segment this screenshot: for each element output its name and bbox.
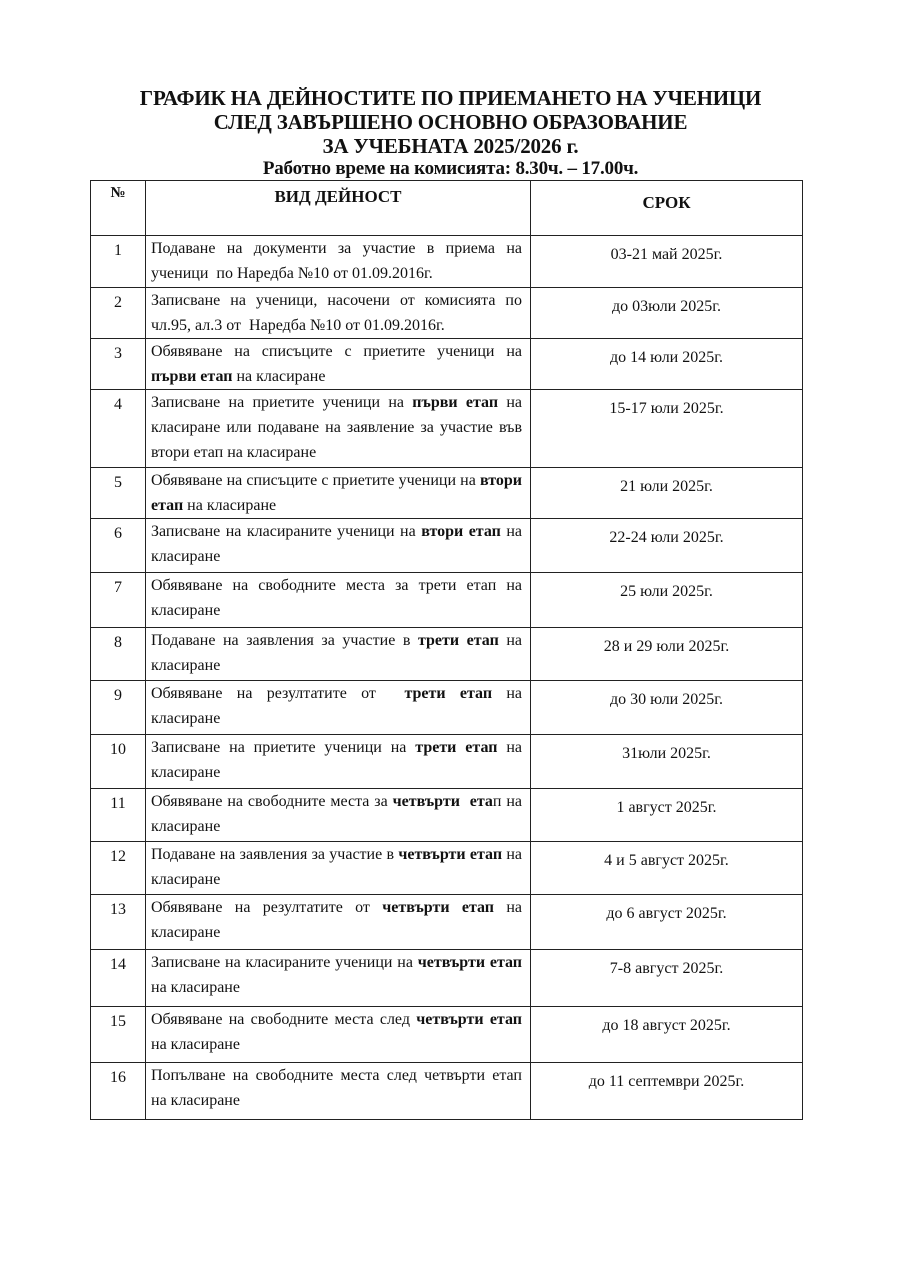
- activity-cell: [146, 390, 531, 468]
- deadline-cell: 22-24 юли 2025г.: [531, 519, 803, 573]
- activity-text-bold: втори етап: [421, 523, 501, 540]
- activity-text: на класиране: [183, 497, 277, 514]
- table-row: [91, 681, 803, 735]
- table-row: [91, 339, 803, 390]
- activity-cell: [146, 895, 531, 950]
- row-number: 9: [91, 681, 146, 735]
- activity-text: Записване на класираните ученици на: [151, 954, 418, 971]
- activity-text: Записване на приетите ученици на: [151, 739, 416, 756]
- activity-cell: [146, 519, 531, 573]
- activity-cell: [146, 842, 531, 895]
- activity-text: п на класиране: [151, 793, 526, 835]
- schedule-table: [90, 180, 803, 1120]
- column-header-activity: ВИД ДЕЙНОСТ: [146, 181, 531, 236]
- deadline-cell: 7-8 август 2025г.: [531, 950, 803, 1007]
- deadline-cell: до 11 септември 2025г.: [531, 1063, 803, 1120]
- activity-cell: [146, 628, 531, 681]
- row-number: 10: [91, 735, 146, 789]
- row-number: 12: [91, 842, 146, 895]
- table-header-row: [91, 181, 803, 236]
- deadline-cell: до 14 юли 2025г.: [531, 339, 803, 390]
- activity-text: Обявяване на свободните места след: [151, 1011, 417, 1028]
- deadline-cell: до 18 август 2025г.: [531, 1007, 803, 1063]
- table-row: [91, 236, 803, 288]
- deadline-cell: 4 и 5 август 2025г.: [531, 842, 803, 895]
- row-number: 1: [91, 236, 146, 288]
- activity-text: Попълване на свободните места след четвърти етап на класиране: [151, 1067, 526, 1109]
- deadline-cell: 31юли 2025г.: [531, 735, 803, 789]
- deadline-cell: 1 август 2025г.: [531, 789, 803, 842]
- row-number: 7: [91, 573, 146, 628]
- activity-cell: [146, 681, 531, 735]
- table-row: [91, 789, 803, 842]
- table-row: [91, 573, 803, 628]
- activity-text: Подаване на заявления за участие в: [151, 846, 399, 863]
- table-row: [91, 842, 803, 895]
- activity-text: Записване на приетите ученици на: [151, 394, 413, 411]
- row-number: 3: [91, 339, 146, 390]
- document-title-line-3: ЗА УЧЕБНАТА 2025/2026 г.: [322, 134, 579, 158]
- deadline-cell: 03-21 май 2025г.: [531, 236, 803, 288]
- activity-cell: [146, 789, 531, 842]
- activity-cell: [146, 573, 531, 628]
- activity-cell: [146, 735, 531, 789]
- activity-text: Обявяване на свободните места за трети етап на класиране: [151, 577, 526, 619]
- deadline-cell: 25 юли 2025г.: [531, 573, 803, 628]
- activity-cell: [146, 236, 531, 288]
- activity-text: на класиране: [151, 523, 527, 565]
- deadline-cell: 21 юли 2025г.: [531, 468, 803, 519]
- row-number: 15: [91, 1007, 146, 1063]
- activity-text: Записване на класираните ученици на: [151, 523, 422, 540]
- table-row: [91, 895, 803, 950]
- activity-text: на класиране: [151, 739, 527, 781]
- table-row: [91, 288, 803, 339]
- activity-text-bold: четвърти ета: [392, 793, 493, 810]
- table-row: [91, 1007, 803, 1063]
- table-row: [91, 628, 803, 681]
- column-header-number: №: [91, 181, 146, 236]
- activity-text: на класиране или подаване на заявление за участие във втори етап на класиране: [151, 394, 527, 461]
- row-number: 11: [91, 789, 146, 842]
- activity-text: Обявяване на списъците с приетите ученици на: [151, 343, 526, 360]
- table-row: [91, 519, 803, 573]
- activity-text: на класиране: [151, 632, 527, 674]
- activity-text-bold: първи етап: [412, 394, 499, 411]
- deadline-cell: до 03юли 2025г.: [531, 288, 803, 339]
- table-row: [91, 735, 803, 789]
- deadline-cell: 15-17 юли 2025г.: [531, 390, 803, 468]
- activity-text: Обявяване на резултатите от: [151, 899, 383, 916]
- activity-cell: [146, 339, 531, 390]
- activity-text-bold: трети етап: [415, 739, 498, 756]
- activity-text: Обявяване на свободните места за: [151, 793, 393, 810]
- table-row: [91, 950, 803, 1007]
- activity-cell: [146, 468, 531, 519]
- row-number: 13: [91, 895, 146, 950]
- working-hours: Работно време на комисията: 8.30ч. – 17.00ч.: [262, 158, 639, 179]
- activity-text-bold: първи етап: [151, 368, 233, 385]
- row-number: 14: [91, 950, 146, 1007]
- activity-text: Обявяване на резултатите от: [151, 685, 405, 702]
- table-row: [91, 390, 803, 468]
- activity-text: Подаване на документи за участие в приема на ученици по Наредба №10 от 01.09.2016г.: [151, 240, 526, 282]
- activity-text-bold: трети етап: [404, 685, 493, 702]
- row-number: 16: [91, 1063, 146, 1120]
- row-number: 6: [91, 519, 146, 573]
- activity-text: на класиране: [151, 1011, 526, 1053]
- activity-text: на класиране: [232, 368, 326, 385]
- activity-text: на класиране: [151, 685, 527, 727]
- table-row: [91, 1063, 803, 1120]
- activity-text-bold: четвърти етап: [382, 899, 495, 916]
- row-number: 8: [91, 628, 146, 681]
- deadline-cell: до 6 август 2025г.: [531, 895, 803, 950]
- row-number: 4: [91, 390, 146, 468]
- activity-text-bold: трети етап: [417, 632, 499, 649]
- deadline-cell: 28 и 29 юли 2025г.: [531, 628, 803, 681]
- column-header-deadline: СРОК: [531, 181, 803, 236]
- deadline-cell: до 30 юли 2025г.: [531, 681, 803, 735]
- activity-text: на класиране: [151, 954, 527, 996]
- activity-text: на класиране: [151, 899, 527, 941]
- row-number: 5: [91, 468, 146, 519]
- activity-cell: [146, 1063, 531, 1120]
- activity-text-bold: четвърти етап: [398, 846, 503, 863]
- row-number: 2: [91, 288, 146, 339]
- activity-cell: [146, 950, 531, 1007]
- activity-text: Записване на ученици, насочени от комисията по чл.95, ал.3 от Наредба №10 от 01.09.2016г.: [151, 292, 526, 334]
- activity-text-bold: втори етап: [151, 472, 526, 514]
- document-title-line-2: СЛЕД ЗАВЪРШЕНО ОСНОВНО ОБРАЗОВАНИЕ: [213, 110, 688, 134]
- table-row: [91, 468, 803, 519]
- activity-text-bold: четвърти етап: [416, 1011, 522, 1028]
- activity-text: на класиране: [151, 846, 527, 888]
- activity-text-bold: четвърти етап: [417, 954, 523, 971]
- document-title-line-1: ГРАФИК НА ДЕЙНОСТИТЕ ПО ПРИЕМАНЕТО НА УЧЕНИЦИ: [139, 86, 762, 110]
- activity-cell: [146, 288, 531, 339]
- activity-text: Подаване на заявления за участие в: [151, 632, 418, 649]
- activity-text: Обявяване на списъците с приетите ученици на: [151, 472, 480, 489]
- activity-cell: [146, 1007, 531, 1063]
